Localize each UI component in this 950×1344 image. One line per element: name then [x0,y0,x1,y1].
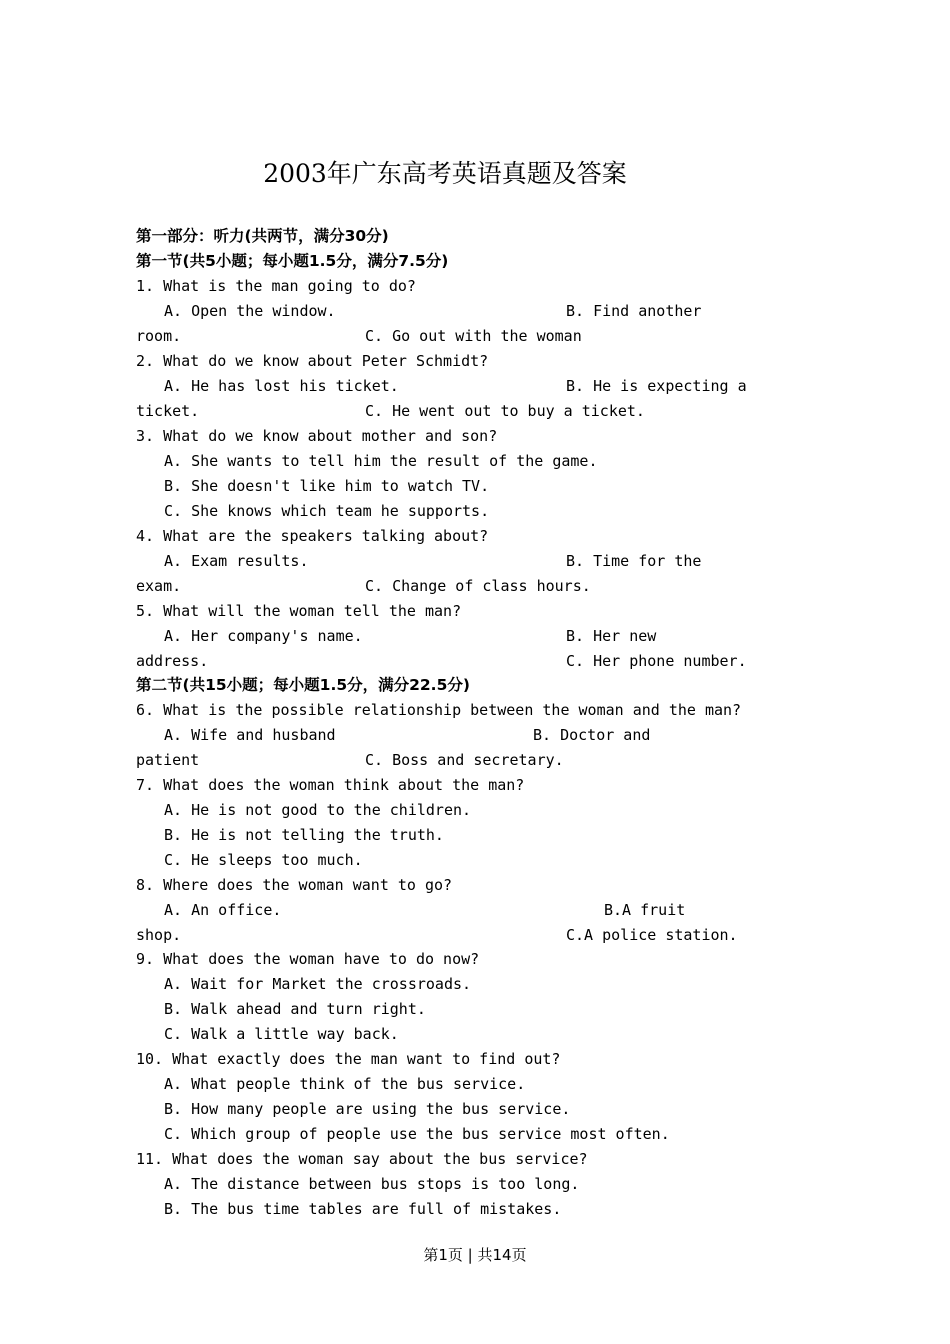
option-b-continuation: room. [136,327,182,345]
option-c: C. Which group of people use the bus service most often. [164,1125,670,1143]
option-b: B. Time for the [566,552,702,570]
option-b: B. Doctor and [533,726,651,744]
option-b: B. He is not telling the truth. [164,826,444,844]
option-c: C. Go out with the woman [365,327,582,345]
option-a: A. He has lost his ticket. [164,377,399,395]
option-a: A. He is not good to the children. [164,801,472,819]
option-c: C. He went out to buy a ticket. [365,402,645,420]
section1-heading: 第一节(共5小题；每小题1.5分，满分7.5分) [136,252,449,270]
option-b: B. The bus time tables are full of mistakes. [164,1200,562,1218]
question-stem: 11. What does the woman say about the bus service? [136,1150,588,1168]
option-b: B.A fruit [604,901,686,919]
option-a: A. What people think of the bus service. [164,1075,526,1093]
option-c: C. Walk a little way back. [164,1025,399,1043]
option-a: A. Open the window. [164,302,336,320]
question-stem: 5. What will the woman tell the man? [136,602,462,620]
question-stem: 2. What do we know about Peter Schmidt? [136,352,489,370]
option-b-continuation: ticket. [136,402,200,420]
option-b-continuation: exam. [136,577,182,595]
option-b: B. How many people are using the bus service. [164,1100,571,1118]
option-b: B. She doesn't like him to watch TV. [164,477,490,495]
option-a: A. An office. [164,901,282,919]
option-c: C. Her phone number. [566,652,747,670]
option-a: A. The distance between bus stops is too long. [164,1175,580,1193]
question-stem: 6. What is the possible relationship between the woman and the man? [136,701,742,719]
option-a: A. Exam results. [164,552,309,570]
page-title: 2003年广东高考英语真题及答案 [263,159,627,188]
option-b: B. Her new [566,627,657,645]
option-b: B. Find another [566,302,702,320]
question-stem: 1. What is the man going to do? [136,277,416,295]
option-b-continuation: address. [136,652,209,670]
question-stem: 7. What does the woman think about the man? [136,776,525,794]
option-b: B. Walk ahead and turn right. [164,1000,426,1018]
option-a: A. She wants to tell him the result of the game. [164,452,598,470]
option-a: A. Wait for Market the crossroads. [164,975,472,993]
option-c: C. She knows which team he supports. [164,502,490,520]
option-b-continuation: patient [136,751,200,769]
part1-heading: 第一部分：听力(共两节，满分30分) [136,227,389,245]
option-c: C. Boss and secretary. [365,751,564,769]
section2-heading: 第二节(共15小题；每小题1.5分，满分22.5分) [136,676,470,694]
option-b: B. He is expecting a [566,377,747,395]
question-stem: 3. What do we know about mother and son? [136,427,498,445]
question-stem: 8. Where does the woman want to go? [136,876,453,894]
question-stem: 10. What exactly does the man want to find out? [136,1050,561,1068]
option-a: A. Wife and husband [164,726,336,744]
option-c: C. Change of class hours. [365,577,591,595]
option-a: A. Her company's name. [164,627,363,645]
question-stem: 9. What does the woman have to do now? [136,950,480,968]
option-b-continuation: shop. [136,926,182,944]
page-footer: 第1页 | 共14页 [423,1246,527,1264]
option-c: C.A police station. [566,926,738,944]
question-stem: 4. What are the speakers talking about? [136,527,489,545]
option-c: C. He sleeps too much. [164,851,363,869]
